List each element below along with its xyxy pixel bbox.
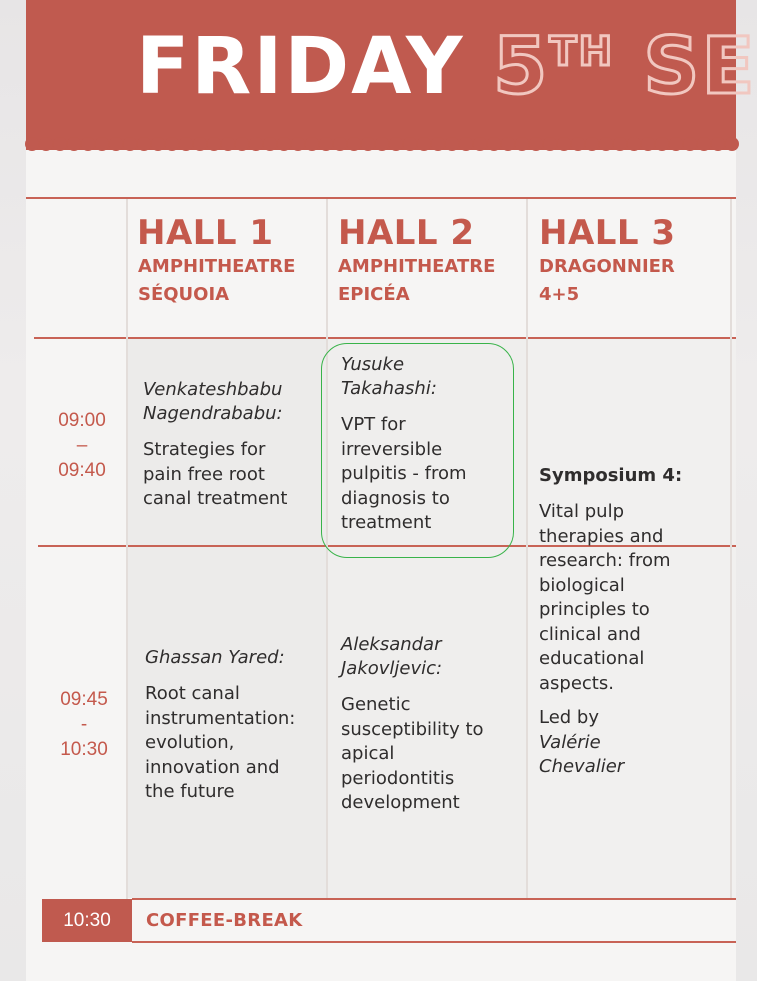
column-divider-3 bbox=[526, 199, 528, 899]
hall1-venue: AMPHITHEATRE SÉQUOIA bbox=[138, 256, 296, 305]
scallop-bump bbox=[25, 137, 39, 151]
scallop-bump bbox=[109, 137, 123, 151]
scallop-bump bbox=[529, 137, 543, 151]
scallop-bump bbox=[221, 137, 235, 151]
scallop-bump bbox=[291, 137, 305, 151]
banner-scalloped-edge bbox=[26, 138, 736, 156]
hall1-title: HALL 1 bbox=[137, 213, 274, 253]
scallop-bump bbox=[641, 137, 655, 151]
talk-title: VPT for irreversible pulpitis - from diagnosis to treatment bbox=[341, 414, 467, 533]
scallop-bump bbox=[445, 137, 459, 151]
scallop-bump bbox=[697, 137, 711, 151]
day-title: FRIDAY bbox=[136, 22, 465, 112]
speaker-name: Venkateshbabu Nagendrababu: bbox=[143, 379, 283, 424]
talk-title: Root canal instrumentation: evolution, innovation and the future bbox=[145, 683, 296, 802]
scallop-bump bbox=[655, 137, 669, 151]
scallop-bump bbox=[179, 137, 193, 151]
scallop-bump bbox=[585, 137, 599, 151]
scallop-bump bbox=[431, 137, 445, 151]
scallop-bump bbox=[403, 137, 417, 151]
scallop-bump bbox=[95, 137, 109, 151]
scallop-bump bbox=[683, 137, 697, 151]
scallop-bump bbox=[515, 137, 529, 151]
session-hall2-slot2 bbox=[341, 633, 484, 816]
session-hall1-slot1 bbox=[143, 378, 287, 512]
scallop-bump bbox=[67, 137, 81, 151]
session-hall1-slot2 bbox=[145, 646, 295, 805]
scallop-bump bbox=[557, 137, 571, 151]
scallop-bump bbox=[81, 137, 95, 151]
speaker-name: Aleksandar Jakovljevic: bbox=[341, 634, 443, 679]
scallop-bump bbox=[137, 137, 151, 151]
scallop-bump bbox=[305, 137, 319, 151]
scallop-bump bbox=[375, 137, 389, 151]
scallop-bump bbox=[501, 137, 515, 151]
slot2-time: 09:45 - 10:30 bbox=[60, 689, 108, 760]
scallop-bump bbox=[263, 137, 277, 151]
scallop-bump bbox=[333, 137, 347, 151]
break-bottom-rule bbox=[132, 941, 736, 943]
speaker-name: Yusuke Takahashi: bbox=[341, 354, 437, 399]
scallop-bump bbox=[319, 137, 333, 151]
talk-title: Strategies for pain free root canal treatment bbox=[143, 439, 288, 509]
scallop-bump bbox=[571, 137, 585, 151]
hall3-title: HALL 3 bbox=[539, 213, 676, 253]
speaker-name: Ghassan Yared: bbox=[145, 647, 285, 668]
scallop-bump bbox=[193, 137, 207, 151]
break-time: 10:30 bbox=[42, 899, 132, 942]
highlight-circle bbox=[321, 343, 514, 558]
break-label: COFFEE-BREAK bbox=[146, 910, 303, 931]
slot1-time: 09:00 – 09:40 bbox=[58, 410, 106, 481]
hall3-venue: DRAGONNIER 4+5 bbox=[539, 256, 675, 305]
scallop-bump bbox=[123, 137, 137, 151]
day-banner bbox=[26, 0, 757, 150]
scallop-bump bbox=[599, 137, 613, 151]
header-bottom-rule bbox=[34, 337, 736, 339]
scallop-bump bbox=[613, 137, 627, 151]
scallop-bump bbox=[459, 137, 473, 151]
date-title: 5TH SE bbox=[493, 22, 757, 112]
scallop-bump bbox=[627, 137, 641, 151]
scallop-bump bbox=[39, 137, 53, 151]
session-hall3-symposium bbox=[539, 464, 682, 780]
header-top-rule bbox=[26, 197, 736, 199]
column-divider-4 bbox=[730, 199, 732, 899]
scallop-bump bbox=[389, 137, 403, 151]
scallop-bump bbox=[543, 137, 557, 151]
scallop-bump bbox=[207, 137, 221, 151]
symposium-title: Symposium 4: bbox=[539, 465, 683, 486]
scallop-bump bbox=[347, 137, 361, 151]
scallop-bump bbox=[165, 137, 179, 151]
scallop-bump bbox=[417, 137, 431, 151]
scallop-bump bbox=[151, 137, 165, 151]
scallop-bump bbox=[235, 137, 249, 151]
scallop-bump bbox=[487, 137, 501, 151]
scallop-bump bbox=[277, 137, 291, 151]
talk-title: Genetic susceptibility to apical periodontitis development bbox=[341, 694, 484, 813]
hall2-venue: AMPHITHEATRE EPICÉA bbox=[338, 256, 496, 305]
symposium-leader: Led by Valérie Chevalier bbox=[539, 707, 625, 777]
scallop-bump bbox=[711, 137, 725, 151]
hall2-title: HALL 2 bbox=[338, 213, 475, 253]
break-top-rule bbox=[132, 898, 736, 900]
scallop-bump bbox=[473, 137, 487, 151]
column-divider-1 bbox=[126, 199, 128, 899]
scallop-bump bbox=[725, 137, 739, 151]
scallop-bump bbox=[669, 137, 683, 151]
scallop-bump bbox=[249, 137, 263, 151]
scallop-bump bbox=[361, 137, 375, 151]
scallop-bump bbox=[53, 137, 67, 151]
symposium-topic: Vital pulp therapies and research: from biological principles to clinical and educational aspects. bbox=[539, 501, 671, 694]
